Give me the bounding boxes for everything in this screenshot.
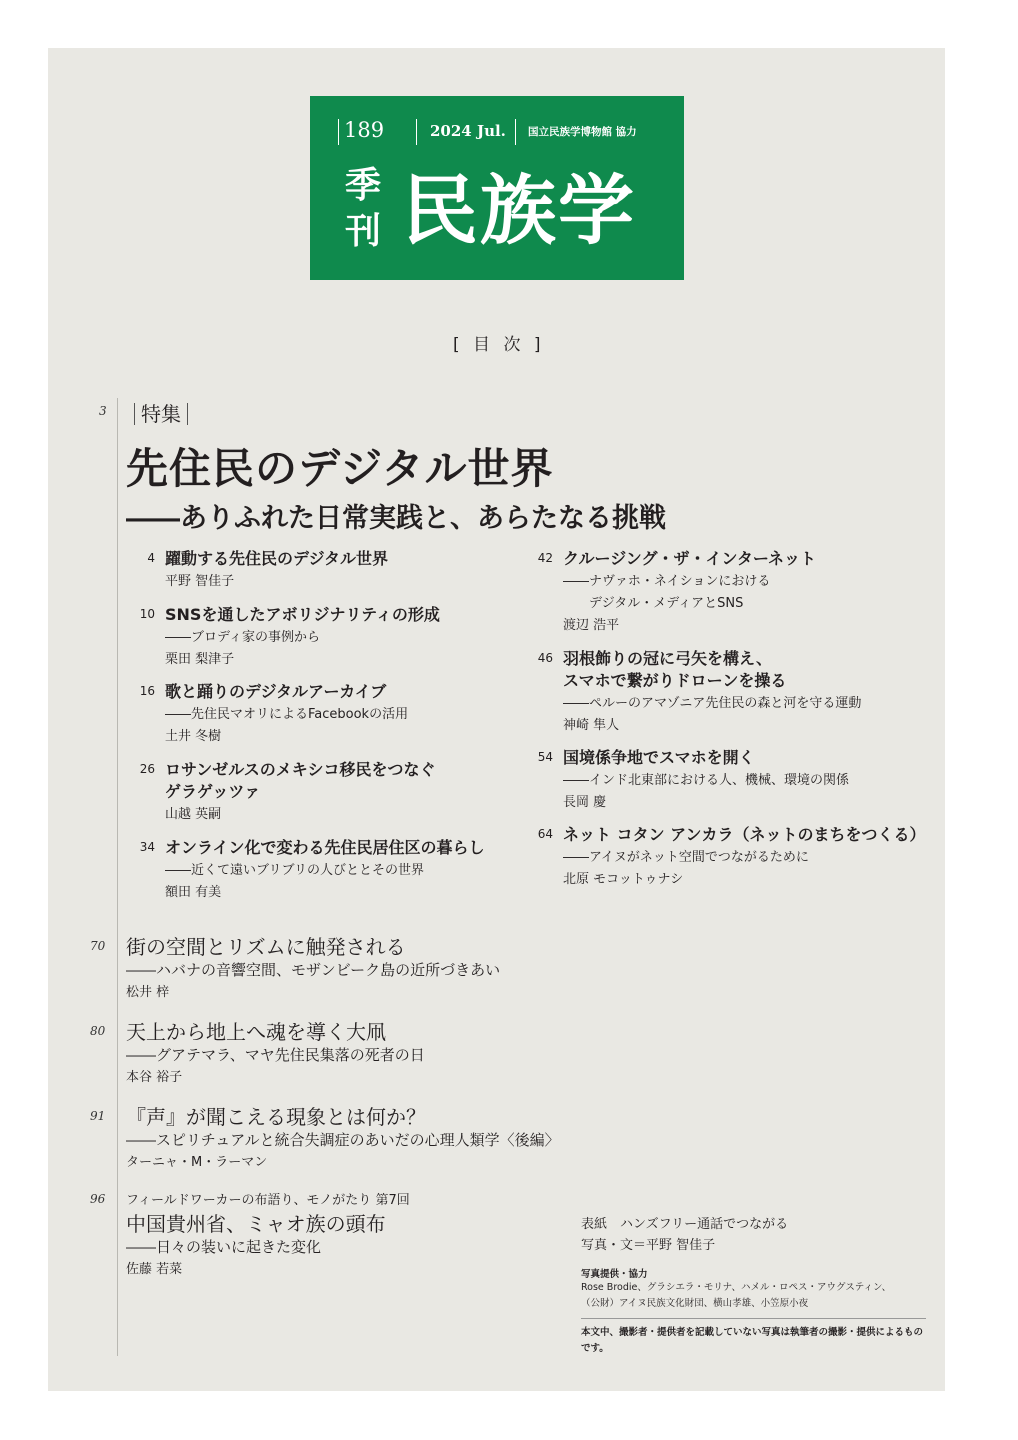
toc-entry[interactable] <box>537 548 817 636</box>
tokushu-label-text: 特集 <box>141 402 181 426</box>
toc-entry[interactable] <box>139 837 485 903</box>
entry-author: 栗田 梨津子 <box>165 652 235 667</box>
cover-caption: 表紙 ハンズフリー通話でつながる <box>581 1217 789 1232</box>
page <box>48 48 945 1391</box>
entry-author: 土井 冬樹 <box>165 729 222 744</box>
article-author: 松井 梓 <box>126 985 170 1000</box>
article-page: 91 <box>90 1109 106 1123</box>
entry-page: 42 <box>537 551 553 565</box>
entry-subtitle: ――インド北東部における人、機械、環境の関係 <box>563 773 850 788</box>
toc-entry[interactable] <box>139 759 436 825</box>
issue-date: 2024 Jul. <box>430 122 506 140</box>
photo-note: 本文中、撮影者・提供者を記載していない写真は執筆者の撮影・提供によるものです。 <box>581 1327 924 1354</box>
tokushu-subtitle: ――ありふれた日常実践と、あらたなる挑戦 <box>126 503 666 534</box>
entry-author: 山越 英嗣 <box>165 807 222 822</box>
entry-subtitle: ――ナヴァホ・ネイションにおける <box>563 574 771 589</box>
article-entry[interactable] <box>90 1104 560 1173</box>
entry-title-line2: ゲラゲッツァ <box>165 782 261 801</box>
entry-title: オンライン化で変わる先住民居住区の暮らし <box>165 838 485 857</box>
article-subtitle: ――ハバナの音響空間、モザンビーク島の近所づきあい <box>126 961 501 979</box>
toc-entry[interactable] <box>147 548 389 592</box>
toc-entry[interactable] <box>139 681 409 747</box>
entry-title: ネット コタン アンカラ（ネットのまちをつくる） <box>563 825 926 844</box>
masthead <box>310 96 684 280</box>
entry-title: 国境係争地でスマホを開く <box>563 748 755 767</box>
article-subtitle: ――日々の装いに起きた変化 <box>126 1238 322 1256</box>
entry-author: 長岡 慶 <box>563 795 607 810</box>
entry-author: 渡辺 浩平 <box>563 618 620 633</box>
entry-subtitle: ――アイヌがネット空間でつながるために <box>563 850 809 865</box>
article-title: 天上から地上へ魂を導く大凧 <box>126 1020 386 1044</box>
toc-entry[interactable] <box>537 648 862 736</box>
tokushu-label <box>128 398 194 427</box>
column-rule <box>117 398 118 1356</box>
entry-page: 46 <box>537 651 553 665</box>
entry-subtitle: ――ブロディ家の事例から <box>165 630 320 645</box>
entry-subtitle-line2: デジタル・メディアとSNS <box>589 596 744 611</box>
entry-page: 54 <box>537 750 553 764</box>
entry-title-line2: スマホで繋がりドローンを操る <box>563 671 787 690</box>
entry-title: 羽根飾りの冠に弓矢を構え、 <box>563 649 772 668</box>
entry-author: 神崎 隼人 <box>563 718 620 733</box>
issue-number: 189 <box>344 118 385 142</box>
entry-page: 16 <box>139 684 155 698</box>
magazine-title: 民族学 <box>402 166 636 255</box>
article-subtitle: ――スピリチュアルと統合失調症のあいだの心理人類学〈後編〉 <box>126 1131 560 1149</box>
article-title: 街の空間とリズムに触発される <box>126 935 406 959</box>
cooperation: 国立民族学博物館 協力 <box>528 126 637 138</box>
article-page: 96 <box>90 1192 106 1206</box>
entry-author: 額田 有美 <box>165 885 222 900</box>
entry-page: 64 <box>537 827 553 841</box>
entry-page: 10 <box>139 607 155 621</box>
entry-subtitle: ――先住民マオリによるFacebookの活用 <box>165 707 409 722</box>
entry-subtitle: ――ペルーのアマゾニア先住民の森と河を守る運動 <box>563 696 862 711</box>
entry-page: 26 <box>139 762 155 776</box>
article-entry[interactable] <box>90 934 501 1003</box>
entry-title: 躍動する先住民のデジタル世界 <box>165 549 389 568</box>
tokushu-page: 3 <box>99 404 107 418</box>
entry-title: ロサンゼルスのメキシコ移民をつなぐ <box>165 760 436 779</box>
entry-title: SNSを通したアボリジナリティの形成 <box>165 605 440 624</box>
entry-author: 北原 モコットゥナシ <box>563 872 684 887</box>
article-subtitle: ――グアテマラ、マヤ先住民集落の死者の日 <box>126 1046 425 1064</box>
article-author: 本谷 裕子 <box>126 1070 183 1085</box>
entry-title: クルージング・ザ・インターネット <box>563 549 817 568</box>
cover-credit: 写真・文＝平野 智佳子 <box>581 1238 716 1253</box>
masthead-divider <box>515 119 516 145</box>
article-entry[interactable] <box>90 1019 425 1088</box>
tokushu-title: 先住民のデジタル世界 <box>126 444 554 493</box>
article-title: 『声』が聞こえる現象とは何か？ <box>126 1105 426 1129</box>
toc-entry[interactable] <box>139 604 440 670</box>
article-page: 80 <box>90 1024 106 1038</box>
entry-subtitle: ――近くて遠いブリブリの人びととその世界 <box>165 863 424 878</box>
toc-entry[interactable] <box>537 824 926 890</box>
entry-page: 34 <box>139 840 155 854</box>
photo-credits-line2: （公財）アイヌ民族文化財団、横山孝雄、小笠原小夜 <box>581 1298 809 1309</box>
article-author: ターニャ・M・ラーマン <box>126 1155 268 1170</box>
photo-credits: Rose Brodie、グラシエラ・モリナ、ハメル・ロペス・アウグスティン、 <box>581 1282 892 1293</box>
entry-title: 歌と踊りのデジタルアーカイブ <box>165 682 387 701</box>
article-entry[interactable] <box>90 1191 410 1280</box>
article-series: フィールドワーカーの布語り、モノがたり 第7回 <box>126 1193 410 1208</box>
toc-entry[interactable] <box>537 747 850 813</box>
masthead-divider <box>416 119 417 145</box>
photo-credit-label: 写真提供・協力 <box>581 1269 648 1280</box>
entry-author: 平野 智佳子 <box>165 574 235 589</box>
divider <box>581 1318 926 1319</box>
kikan-label: 季刊 <box>344 164 381 252</box>
article-author: 佐藤 若菜 <box>126 1262 183 1277</box>
article-page: 70 <box>90 939 106 953</box>
masthead-divider <box>338 119 339 145</box>
cover-info <box>581 1214 926 1357</box>
article-title: 中国貴州省、ミャオ族の頭布 <box>126 1212 386 1236</box>
contents-heading: [ 目 次 ] <box>453 335 545 355</box>
entry-page: 4 <box>147 551 155 565</box>
